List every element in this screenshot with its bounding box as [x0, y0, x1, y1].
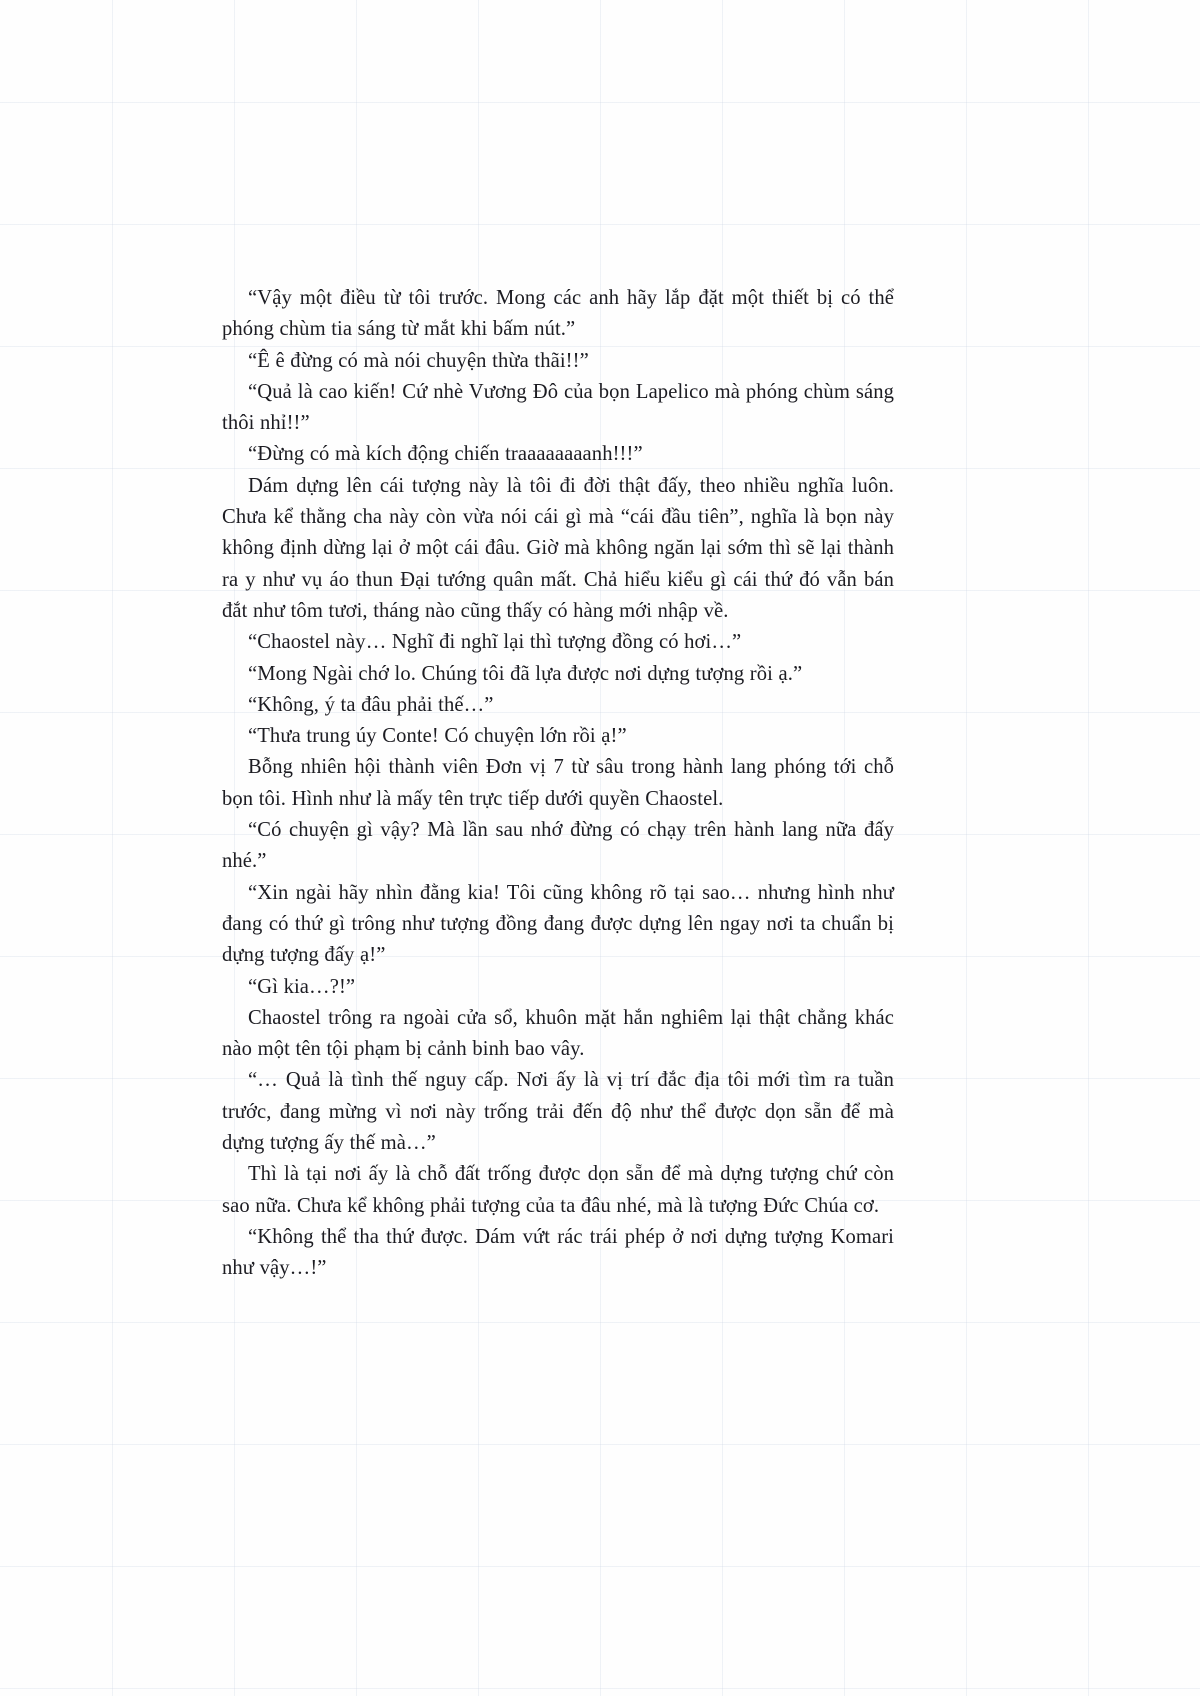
- paragraph: “Thưa trung úy Conte! Có chuyện lớn rồi ạ!”: [248, 725, 627, 748]
- paragraph: “Đừng có mà kích động chiến traaaaaaaanh!!!”: [248, 443, 643, 466]
- paragraph: “Quả là cao kiến! Cứ nhè Vương Đô của bọn Lapelico mà phóng chùm sáng thôi nhỉ!!”: [222, 380, 894, 435]
- body-text-block: [222, 283, 894, 1285]
- paragraph: Thì là tại nơi ấy là chỗ đất trống được dọn sẵn để mà dựng tượng chứ còn sao nữa. Chưa kể không phải tượng của ta đâu nhé, mà là tượng Đức Chúa cơ.: [222, 1163, 894, 1217]
- paragraph: “Mong Ngài chớ lo. Chúng tôi đã lựa được nơi dựng tượng rồi ạ.”: [248, 662, 803, 685]
- paragraph: “Xin ngài hãy nhìn đằng kia! Tôi cũng không rõ tại sao… nhưng hình như đang có thứ gì trông như tượng đồng đang được dựng lên ngay nơi ta chuẩn bị dựng tượng đấy ạ!”: [222, 881, 894, 967]
- paragraph: “Chaostel này… Nghĩ đi nghĩ lại thì tượng đồng có hơi…”: [248, 631, 742, 654]
- paragraph: “Có chuyện gì vậy? Mà lần sau nhớ đừng có chạy trên hành lang nữa đấy nhé.”: [222, 819, 894, 873]
- paragraph: “Gì kia…?!”: [248, 975, 356, 998]
- paragraph: Bỗng nhiên hội thành viên Đơn vị 7 từ sâu trong hành lang phóng tới chỗ bọn tôi. Hình như là mấy tên trực tiếp dưới quyền Chaostel.: [222, 756, 894, 810]
- paragraph: “Vậy một điều từ tôi trước. Mong các anh hãy lắp đặt một thiết bị có thể phóng chùm tia sáng từ mắt khi bấm nút.”: [222, 287, 894, 341]
- paragraph: Dám dựng lên cái tượng này là tôi đi đời thật đấy, theo nhiều nghĩa luôn. Chưa kể thằng cha này còn vừa nói cái gì mà “cái đầu tiên”, nghĩa là bọn này không định dừng lại ở một cái đâu. Giờ mà không ngăn lại sớm thì sẽ lại thành ra y như vụ áo thun Đại tướng quân mất. Chả hiểu kiểu gì cái thứ đó vẫn bán đắt như tôm tươi, tháng nào cũng thấy có hàng mới nhập về.: [222, 474, 894, 622]
- paragraph: “Không, ý ta đâu phải thế…”: [248, 693, 494, 716]
- paragraph: “Ê ê đừng có mà nói chuyện thừa thãi!!”: [248, 349, 589, 372]
- paragraph: “… Quả là tình thế nguy cấp. Nơi ấy là vị trí đắc địa tôi mới tìm ra tuần trước, đang mừng vì nơi này trống trải đến độ như thể được dọn sẵn để mà dựng tượng ấy thế mà…”: [222, 1069, 894, 1155]
- paragraph: “Không thể tha thứ được. Dám vứt rác trái phép ở nơi dựng tượng Komari như vậy…!”: [222, 1225, 894, 1280]
- paragraph: Chaostel trông ra ngoài cửa sổ, khuôn mặt hắn nghiêm lại thật chẳng khác nào một tên tội phạm bị cảnh binh bao vây.: [222, 1006, 894, 1061]
